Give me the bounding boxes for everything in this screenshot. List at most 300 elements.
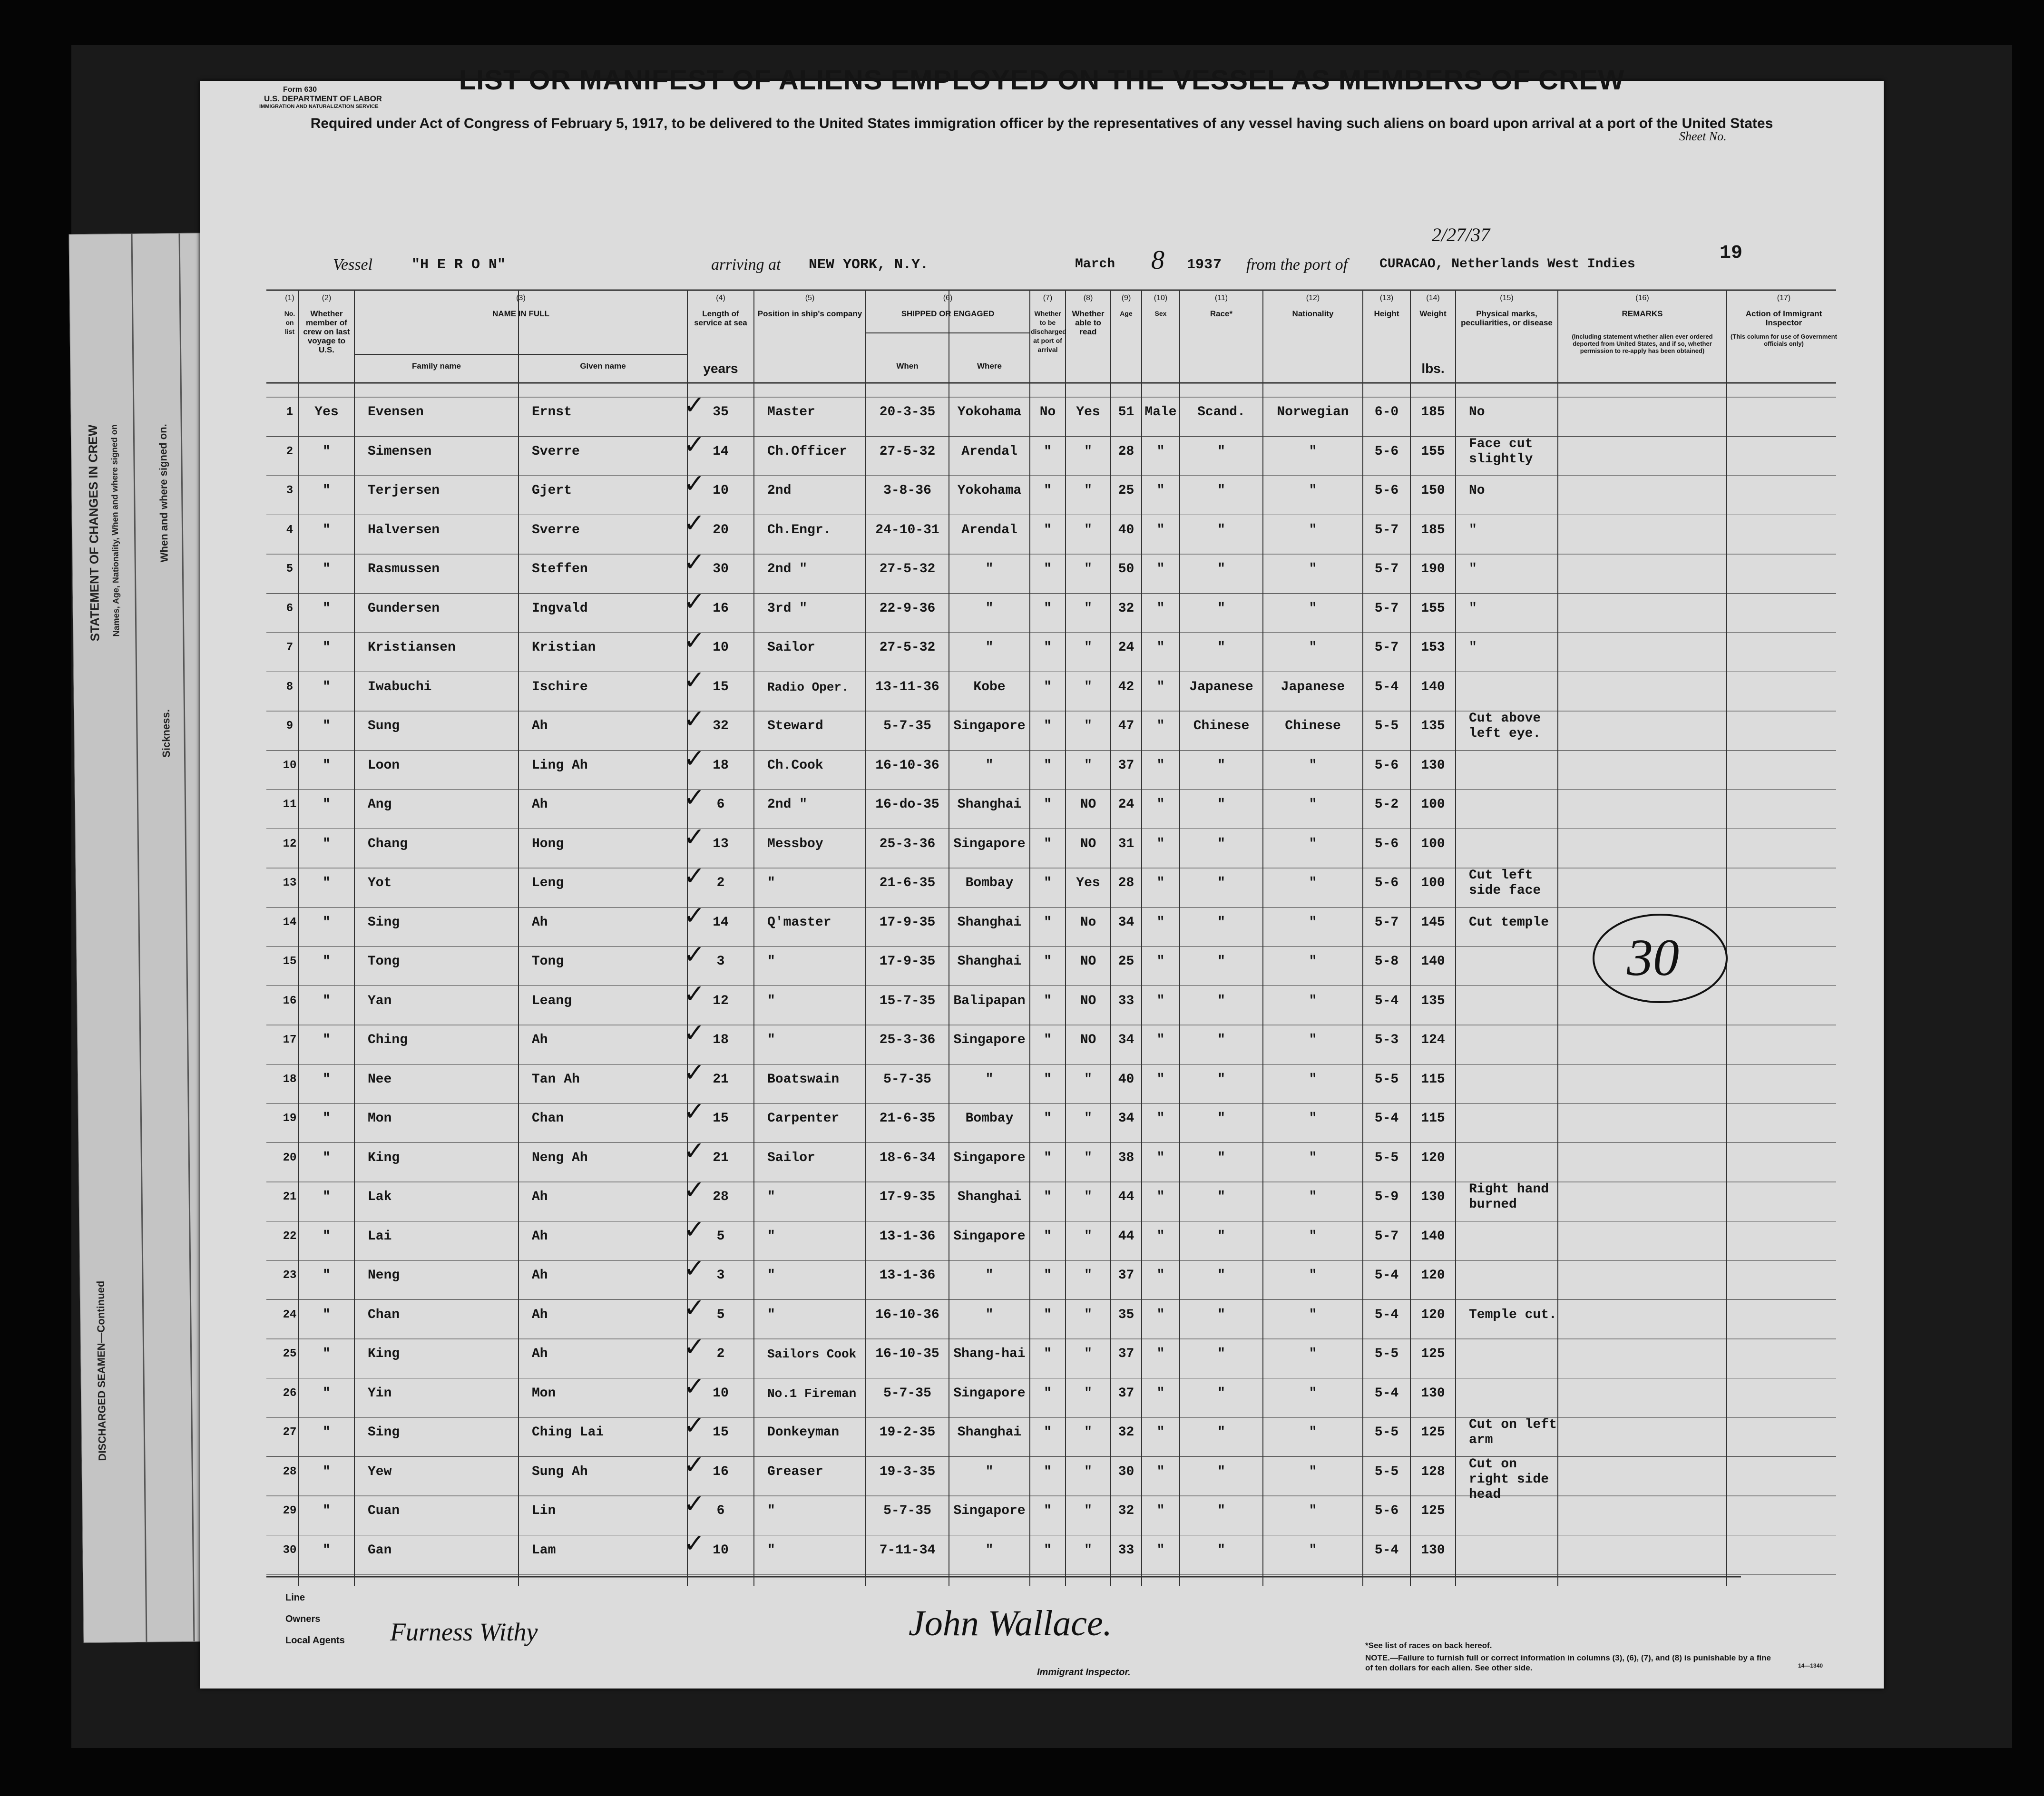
position: Boatswain: [767, 1072, 840, 1087]
height: 5-8: [1374, 954, 1399, 969]
family-name: Halversen: [368, 522, 440, 537]
discharged: ": [1044, 1268, 1052, 1283]
last-voyage: ": [323, 1033, 331, 1047]
discharged: ": [1044, 1386, 1052, 1401]
shipped-where: Shanghai: [957, 797, 1022, 812]
weight: 130: [1421, 1190, 1445, 1204]
nationality: ": [1309, 1542, 1317, 1558]
last-voyage: ": [323, 797, 331, 812]
able-to-read: ": [1084, 1386, 1092, 1401]
last-voyage: ": [323, 679, 331, 694]
sex: ": [1156, 1072, 1165, 1087]
check-mark: ✓: [684, 1096, 705, 1126]
discharged: ": [1044, 679, 1052, 694]
row-number: 4: [286, 523, 293, 537]
column-number: (16): [1635, 294, 1649, 302]
discharged: ": [1044, 522, 1052, 537]
check-mark: ✓: [684, 1489, 705, 1519]
discharged: ": [1044, 1072, 1052, 1087]
shipped-where: ": [985, 562, 994, 576]
discharged: ": [1044, 915, 1052, 930]
last-voyage: ": [323, 758, 331, 773]
nationality: ": [1309, 1111, 1317, 1126]
height: 5-6: [1374, 876, 1399, 890]
given-name: Lin: [532, 1503, 556, 1518]
able-to-read: NO: [1080, 797, 1096, 812]
weight: 100: [1421, 836, 1445, 851]
years-at-sea: 5: [716, 1229, 725, 1244]
years-at-sea: 10: [713, 483, 729, 498]
nationality: ": [1309, 876, 1317, 890]
given-name: Chan: [532, 1111, 564, 1126]
last-voyage: ": [323, 601, 331, 616]
race: ": [1217, 1425, 1225, 1440]
race: Chinese: [1193, 719, 1250, 733]
height: 5-5: [1374, 1464, 1399, 1479]
given-name: Ischire: [532, 679, 588, 694]
age: 25: [1118, 483, 1134, 498]
able-to-read: ": [1084, 719, 1092, 733]
discharged: ": [1044, 876, 1052, 890]
last-voyage: ": [323, 522, 331, 537]
able-to-read: ": [1084, 522, 1092, 537]
able-to-read: ": [1084, 1347, 1092, 1361]
slip-bottom-title: DISCHARGED SEAMEN—Continued: [94, 1280, 108, 1461]
sheet-label: Sheet No.: [1679, 129, 1727, 143]
sex: ": [1156, 1464, 1165, 1479]
row-number: 3: [286, 484, 293, 497]
nationality: ": [1309, 1150, 1317, 1165]
column-header: REMARKS: [1622, 309, 1663, 318]
family-name: Loon: [368, 758, 400, 773]
position: ": [767, 1190, 775, 1204]
last-voyage: ": [323, 444, 331, 459]
position: 3rd ": [767, 601, 808, 616]
position: Greaser: [767, 1464, 823, 1479]
form-reference: 14—1340: [1798, 1662, 1823, 1669]
row-number: 14: [283, 916, 297, 929]
shipped-when: 17-9-35: [879, 954, 936, 969]
race: ": [1217, 562, 1225, 576]
shipped-when: 27-5-32: [879, 562, 936, 576]
column-number: (2): [322, 294, 332, 302]
weight: 125: [1421, 1425, 1445, 1440]
age: 25: [1118, 954, 1134, 969]
shipped-where: Singapore: [953, 1033, 1026, 1047]
nationality: ": [1309, 640, 1317, 655]
row-number: 9: [286, 720, 293, 732]
shipped-where: Singapore: [953, 1150, 1026, 1165]
years-at-sea: 10: [713, 1386, 729, 1401]
weight: 125: [1421, 1347, 1445, 1361]
family-name: Chan: [368, 1307, 400, 1322]
family-name: Nee: [368, 1072, 392, 1087]
row-number: 20: [283, 1151, 297, 1164]
nationality: Japanese: [1281, 679, 1345, 694]
age: 44: [1118, 1190, 1134, 1204]
row-number: 7: [286, 641, 293, 654]
check-mark: ✓: [684, 664, 705, 695]
shipped-where: Singapore: [953, 1503, 1026, 1518]
height: 5-5: [1374, 719, 1399, 733]
column-number: (10): [1154, 294, 1168, 302]
able-to-read: ": [1084, 444, 1092, 459]
shipped-when: 22-9-36: [879, 601, 936, 616]
given-name: Sverre: [532, 522, 580, 537]
years-at-sea: 15: [713, 1425, 729, 1440]
able-to-read: ": [1084, 640, 1092, 655]
column-header: Position in ship's company: [757, 309, 862, 318]
local-agents-label: Local Agents: [285, 1635, 345, 1646]
able-to-read: Yes: [1076, 876, 1100, 890]
family-name: Yot: [368, 876, 392, 890]
age: 28: [1118, 876, 1134, 890]
age: 24: [1118, 640, 1134, 655]
given-name: Ah: [532, 719, 548, 733]
sex: ": [1156, 954, 1165, 969]
age: 37: [1118, 1386, 1134, 1401]
family-name: Ang: [368, 797, 392, 812]
sex: ": [1156, 1033, 1165, 1047]
column-note: (This column for use of Government officials only): [1731, 333, 1837, 347]
shipped-where: Singapore: [953, 719, 1026, 733]
years-at-sea: 30: [713, 562, 729, 576]
able-to-read: No: [1080, 915, 1096, 930]
row-number: 22: [283, 1230, 297, 1243]
owners-label: Owners: [285, 1614, 321, 1624]
height: 5-6: [1374, 758, 1399, 773]
sex: ": [1156, 1425, 1165, 1440]
age: 31: [1118, 836, 1134, 851]
weight: 130: [1421, 1542, 1445, 1558]
shipped-where: Bombay: [965, 1111, 1014, 1126]
age: 28: [1118, 444, 1134, 459]
weight: 100: [1421, 876, 1445, 890]
sex: ": [1156, 601, 1165, 616]
weight: 140: [1421, 954, 1445, 969]
shipped-when: 7-11-34: [879, 1542, 936, 1558]
given-name: Lam: [532, 1542, 556, 1558]
last-voyage: ": [323, 1111, 331, 1126]
years-at-sea: 2: [716, 876, 725, 890]
column-number: (11): [1214, 294, 1228, 302]
nationality: ": [1309, 797, 1317, 812]
column-number: (13): [1379, 294, 1394, 302]
race: ": [1217, 1503, 1225, 1518]
shipped-where: Shanghai: [957, 915, 1022, 930]
check-mark: ✓: [684, 1371, 705, 1401]
shipped-when: 5-7-35: [883, 719, 931, 733]
column-number: (17): [1777, 294, 1791, 302]
position: Q'master: [767, 915, 831, 930]
position: ": [767, 876, 775, 890]
given-name: Sverre: [532, 444, 580, 459]
family-name: Evensen: [368, 405, 424, 420]
sex: ": [1156, 1307, 1165, 1322]
family-name: Sung: [368, 719, 400, 733]
years-at-sea: 3: [716, 954, 725, 969]
position: No.1 Fireman: [767, 1386, 857, 1401]
shipped-where: Singapore: [953, 1229, 1026, 1244]
shipped-where: Arendal: [961, 522, 1017, 537]
weight: 100: [1421, 797, 1445, 812]
sex: ": [1156, 1347, 1165, 1361]
shipped-when: 16-10-36: [875, 1307, 939, 1322]
able-to-read: ": [1084, 1072, 1092, 1087]
slip-col-signed: When and where signed on.: [156, 424, 170, 563]
shipped-when: 21-6-35: [879, 1111, 936, 1126]
check-mark: ✓: [684, 821, 705, 852]
last-voyage: ": [323, 1464, 331, 1479]
shipped-where: Shanghai: [957, 954, 1022, 969]
height: 5-7: [1374, 601, 1399, 616]
weight: 130: [1421, 758, 1445, 773]
nationality: Norwegian: [1277, 405, 1349, 420]
position: Ch.Officer: [767, 444, 848, 459]
check-mark: ✓: [684, 1332, 705, 1362]
age: 50: [1118, 562, 1134, 576]
years-at-sea: 10: [713, 640, 729, 655]
position: ": [767, 954, 775, 969]
physical-marks: ": [1469, 601, 1477, 616]
column-header: No. on list: [284, 310, 295, 335]
row-number: 19: [283, 1112, 297, 1125]
row-number: 8: [286, 680, 293, 693]
discharged: ": [1044, 601, 1052, 616]
position: Sailor: [767, 640, 815, 655]
shipped-when: 24-10-31: [875, 522, 939, 537]
weight: 185: [1421, 522, 1445, 537]
height: 5-9: [1374, 1190, 1399, 1204]
row-number: 2: [286, 445, 293, 458]
position: Carpenter: [767, 1111, 840, 1126]
given-name: Leng: [532, 876, 564, 890]
years-at-sea: 12: [713, 993, 729, 1008]
height: 6-0: [1374, 405, 1399, 420]
years-at-sea: 10: [713, 1542, 729, 1558]
years-at-sea: 2: [716, 1347, 725, 1361]
sex: ": [1156, 797, 1165, 812]
years-at-sea: 6: [716, 1503, 725, 1518]
height: 5-4: [1374, 1386, 1399, 1401]
discharged: ": [1044, 1150, 1052, 1165]
given-name: Kristian: [532, 640, 596, 655]
race: ": [1217, 522, 1225, 537]
check-mark: ✓: [684, 782, 705, 812]
row-number: 10: [283, 759, 297, 772]
height: 5-2: [1374, 797, 1399, 812]
service: IMMIGRATION AND NATURALIZATION SERVICE: [259, 104, 379, 109]
arrival-year-prefix: 193: [1187, 257, 1213, 273]
years-at-sea: 15: [713, 1111, 729, 1126]
shipped-when: 21-6-35: [879, 876, 936, 890]
shipped-where: ": [985, 1542, 994, 1558]
last-voyage: ": [323, 719, 331, 733]
race: ": [1217, 1307, 1225, 1322]
check-mark: ✓: [684, 547, 705, 577]
age: 32: [1118, 1503, 1134, 1518]
row-number: 27: [283, 1426, 297, 1439]
column-number: (6): [943, 294, 953, 302]
shipped-when: 16-10-35: [875, 1347, 939, 1361]
sex: ": [1156, 1150, 1165, 1165]
column-number: (15): [1500, 294, 1514, 302]
last-voyage: ": [323, 1425, 331, 1440]
age: 38: [1118, 1150, 1134, 1165]
physical-marks: Cut temple: [1469, 915, 1549, 930]
position: Donkeyman: [767, 1425, 840, 1440]
family-name: Sing: [368, 1425, 400, 1440]
able-to-read: ": [1084, 1464, 1092, 1479]
last-voyage: ": [323, 915, 331, 930]
position: ": [767, 1542, 775, 1558]
check-mark: ✓: [684, 1253, 705, 1283]
inspector-signature: John Wallace.: [909, 1603, 1112, 1643]
given-name: Ling Ah: [532, 758, 588, 773]
form-number: Form 630: [283, 86, 317, 94]
weight: 155: [1421, 444, 1445, 459]
race: ": [1217, 797, 1225, 812]
given-name: Ah: [532, 1033, 548, 1047]
given-name: Tan Ah: [532, 1072, 580, 1087]
able-to-read: ": [1084, 1425, 1092, 1440]
check-mark: ✓: [684, 508, 705, 538]
able-to-read: ": [1084, 1268, 1092, 1283]
age: 40: [1118, 522, 1134, 537]
nationality: ": [1309, 1386, 1317, 1401]
shipped-when: 13-11-36: [875, 679, 939, 694]
nationality: ": [1309, 1229, 1317, 1244]
years-at-sea: 6: [716, 797, 725, 812]
discharged: ": [1044, 1111, 1052, 1126]
column-note: (Including statement whether alien ever ordered deported from United States, and if so, whether permission to re-apply has been obtained): [1572, 333, 1713, 354]
shipped-where: Shang-hai: [953, 1347, 1026, 1361]
shipped-where: Singapore: [953, 1386, 1026, 1401]
family-name: Gundersen: [368, 601, 440, 616]
age: 32: [1118, 601, 1134, 616]
given-name: Ah: [532, 1347, 548, 1361]
nationality: ": [1309, 836, 1317, 851]
sex: ": [1156, 1542, 1165, 1558]
circled-total-number: 30: [1627, 928, 1679, 986]
given-name: Ah: [532, 797, 548, 812]
penalty-note: NOTE.—Failure to furnish full or correct information in columns (3), (6), (7), and (8) is punishable by a fine of ten dollars for each alien. See other side.: [1365, 1653, 1771, 1672]
age: 34: [1118, 915, 1134, 930]
physical-marks: Face cut slightly: [1469, 436, 1533, 467]
position: Ch.Cook: [767, 758, 823, 773]
nationality: ": [1309, 1503, 1317, 1518]
family-name: Lak: [368, 1190, 392, 1204]
years-at-sea: 16: [713, 601, 729, 616]
weight: 115: [1421, 1111, 1445, 1126]
physical-marks: Temple cut.: [1469, 1307, 1557, 1322]
last-voyage: ": [323, 836, 331, 851]
height: 5-5: [1374, 1072, 1399, 1087]
discharged: ": [1044, 1464, 1052, 1479]
last-voyage: ": [323, 1229, 331, 1244]
family-name: Yin: [368, 1386, 392, 1401]
discharged: ": [1044, 1542, 1052, 1558]
years-at-sea: 20: [713, 522, 729, 537]
last-voyage: ": [323, 1190, 331, 1204]
height: 5-4: [1374, 1307, 1399, 1322]
column-number: (7): [1043, 294, 1053, 302]
slip-top-sub: Names, Age, Nationality, When and where signed on: [109, 424, 121, 637]
nationality: ": [1309, 993, 1317, 1008]
column-header: Height: [1374, 309, 1399, 318]
nationality: ": [1309, 1072, 1317, 1087]
nationality: ": [1309, 915, 1317, 930]
last-voyage: ": [323, 1386, 331, 1401]
age: 35: [1118, 1307, 1134, 1322]
able-to-read: ": [1084, 1150, 1092, 1165]
row-number: 29: [283, 1504, 297, 1517]
weight: 145: [1421, 915, 1445, 930]
row-number: 16: [283, 994, 297, 1007]
able-to-read: ": [1084, 1111, 1092, 1126]
shipped-when: 25-3-36: [879, 836, 936, 851]
last-voyage: ": [323, 993, 331, 1008]
years-at-sea: 32: [713, 719, 729, 733]
family-name: Neng: [368, 1268, 400, 1283]
able-to-read: ": [1084, 1190, 1092, 1204]
row-number: 23: [283, 1269, 297, 1282]
race: ": [1217, 1347, 1225, 1361]
family-name: King: [368, 1150, 400, 1165]
race: Scand.: [1197, 405, 1245, 420]
position: ": [767, 1229, 775, 1244]
last-voyage: Yes: [314, 405, 339, 420]
age: 32: [1118, 1425, 1134, 1440]
family-name: Lai: [368, 1229, 392, 1244]
race: ": [1217, 836, 1225, 851]
nationality: ": [1309, 1347, 1317, 1361]
column-header: Physical marks, peculiarities, or disease: [1461, 309, 1553, 327]
age: 42: [1118, 679, 1134, 694]
from-port: CURACAO, Netherlands West Indies: [1379, 257, 1635, 272]
given-name: Ah: [532, 1190, 548, 1204]
position: 2nd: [767, 483, 792, 498]
height: 5-4: [1374, 1542, 1399, 1558]
race: ": [1217, 444, 1225, 459]
nationality: ": [1309, 1464, 1317, 1479]
height: 5-4: [1374, 679, 1399, 694]
shipped-where: Balipapan: [953, 993, 1026, 1008]
height: 5-6: [1374, 836, 1399, 851]
height: 5-6: [1374, 1503, 1399, 1518]
position: Ch.Engr.: [767, 522, 831, 537]
last-voyage: ": [323, 876, 331, 890]
check-mark: ✓: [684, 1175, 705, 1205]
sex: ": [1156, 562, 1165, 576]
age: 37: [1118, 1268, 1134, 1283]
weight: 115: [1421, 1072, 1445, 1087]
nationality: ": [1309, 1425, 1317, 1440]
position: ": [767, 1307, 775, 1322]
physical-marks: Cut above left eye.: [1469, 711, 1541, 741]
position: Sailor: [767, 1150, 815, 1165]
height: 5-5: [1374, 1347, 1399, 1361]
weight: 124: [1421, 1033, 1445, 1047]
column-header: Race*: [1210, 309, 1233, 318]
race: ": [1217, 1150, 1225, 1165]
given-name: Ching Lai: [532, 1425, 604, 1440]
years-at-sea: 16: [713, 1464, 729, 1479]
last-voyage: ": [323, 483, 331, 498]
last-voyage: ": [323, 1307, 331, 1322]
able-to-read: ": [1084, 758, 1092, 773]
shipped-where: Yokohama: [957, 405, 1022, 420]
